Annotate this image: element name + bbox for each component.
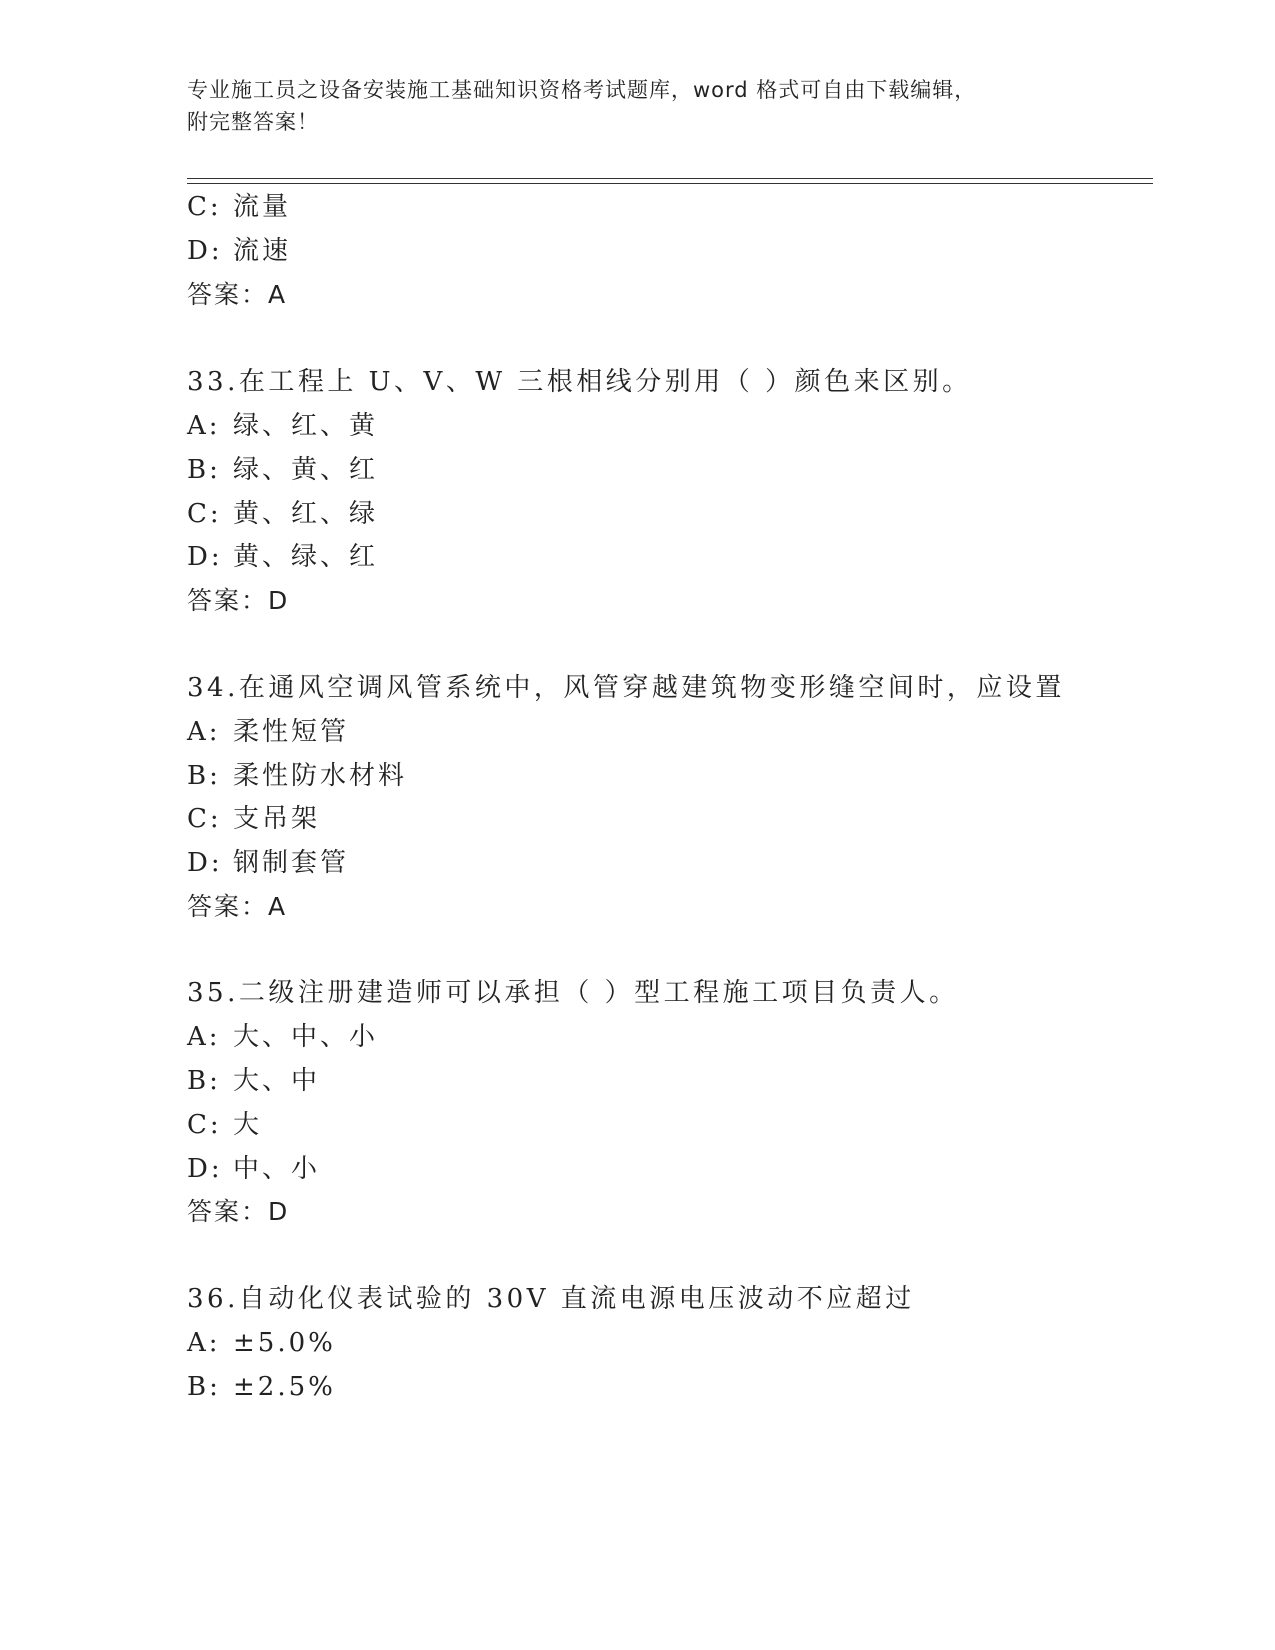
option-row bbox=[187, 1065, 320, 1097]
option-label: B: bbox=[187, 455, 221, 485]
question-row bbox=[187, 366, 972, 398]
answer-label: 答案： bbox=[187, 1197, 269, 1226]
option-label: D: bbox=[187, 848, 223, 878]
option-row bbox=[187, 235, 291, 267]
option-label: C: bbox=[187, 1110, 222, 1140]
question-text: 自动化仪表试验的 30V 直流电源电压波动不应超过 bbox=[238, 1284, 915, 1314]
option-row bbox=[187, 1109, 262, 1141]
option-row bbox=[187, 1327, 336, 1359]
document-header bbox=[187, 74, 1067, 138]
option-text: 绿、红、黄 bbox=[233, 411, 379, 441]
option-text: 大、中、小 bbox=[233, 1022, 379, 1052]
option-text: ±2.5% bbox=[233, 1372, 336, 1402]
option-text: 支吊架 bbox=[233, 804, 321, 834]
option-row bbox=[187, 803, 320, 835]
answer-text: A bbox=[268, 280, 288, 309]
answer-row bbox=[187, 585, 289, 617]
option-label: C: bbox=[187, 192, 222, 222]
header-line-1: 专业施工员之设备安装施工基础知识资格考试题库，word 格式可自由下载编辑， bbox=[187, 78, 977, 102]
option-text: 柔性短管 bbox=[233, 717, 350, 747]
option-label: A: bbox=[187, 1328, 221, 1358]
question-row bbox=[187, 1283, 915, 1315]
question-row bbox=[187, 672, 1065, 704]
question-label: 33. bbox=[187, 367, 239, 397]
option-text: 绿、黄、红 bbox=[233, 455, 379, 485]
option-row bbox=[187, 1371, 336, 1403]
answer-text: A bbox=[268, 892, 288, 921]
answer-row bbox=[187, 1196, 289, 1228]
option-row bbox=[187, 1021, 378, 1053]
option-row bbox=[187, 760, 407, 792]
option-label: D: bbox=[187, 542, 223, 572]
option-row bbox=[187, 847, 349, 879]
option-label: A: bbox=[187, 717, 221, 747]
question-text: 在工程上 U、V、W 三根相线分别用（ ）颜色来区别。 bbox=[238, 367, 972, 397]
option-text: ±5.0% bbox=[233, 1328, 336, 1358]
option-row bbox=[187, 1153, 320, 1185]
question-label: 36. bbox=[187, 1284, 239, 1314]
option-text: 黄、红、绿 bbox=[233, 499, 379, 529]
option-text: 大 bbox=[233, 1110, 263, 1140]
option-row bbox=[187, 541, 378, 573]
option-label: B: bbox=[187, 1066, 221, 1096]
answer-row bbox=[187, 279, 287, 311]
question-label: 34. bbox=[187, 673, 239, 703]
header-divider-bottom bbox=[187, 183, 1153, 184]
option-label: A: bbox=[187, 1022, 221, 1052]
option-text: 流量 bbox=[233, 192, 292, 222]
option-label: B: bbox=[187, 761, 221, 791]
question-text: 在通风空调风管系统中，风管穿越建筑物变形缝空间时，应设置 bbox=[238, 673, 1065, 703]
option-text: 大、中 bbox=[233, 1066, 321, 1096]
option-row bbox=[187, 716, 349, 748]
option-text: 流速 bbox=[233, 236, 292, 266]
question-label: 35. bbox=[187, 978, 239, 1008]
answer-text: D bbox=[268, 586, 290, 615]
answer-label: 答案： bbox=[187, 280, 269, 309]
option-label: C: bbox=[187, 499, 222, 529]
option-row bbox=[187, 498, 378, 530]
question-text: 二级注册建造师可以承担（ ）型工程施工项目负责人。 bbox=[238, 978, 959, 1008]
header-line-2: 附完整答案！ bbox=[187, 110, 319, 134]
option-text: 中、小 bbox=[233, 1154, 321, 1184]
answer-text: D bbox=[268, 1197, 290, 1226]
header-divider-top bbox=[187, 178, 1153, 179]
option-label: D: bbox=[187, 236, 223, 266]
option-row bbox=[187, 191, 291, 223]
option-label: C: bbox=[187, 804, 222, 834]
option-text: 柔性防水材料 bbox=[233, 761, 408, 791]
option-text: 黄、绿、红 bbox=[233, 542, 379, 572]
answer-label: 答案： bbox=[187, 586, 269, 615]
question-row bbox=[187, 977, 959, 1009]
option-label: B: bbox=[187, 1372, 221, 1402]
option-row bbox=[187, 454, 378, 486]
option-label: A: bbox=[187, 411, 221, 441]
answer-row bbox=[187, 891, 287, 923]
answer-label: 答案： bbox=[187, 892, 269, 921]
option-label: D: bbox=[187, 1154, 223, 1184]
option-row bbox=[187, 410, 378, 442]
option-text: 钢制套管 bbox=[233, 848, 350, 878]
